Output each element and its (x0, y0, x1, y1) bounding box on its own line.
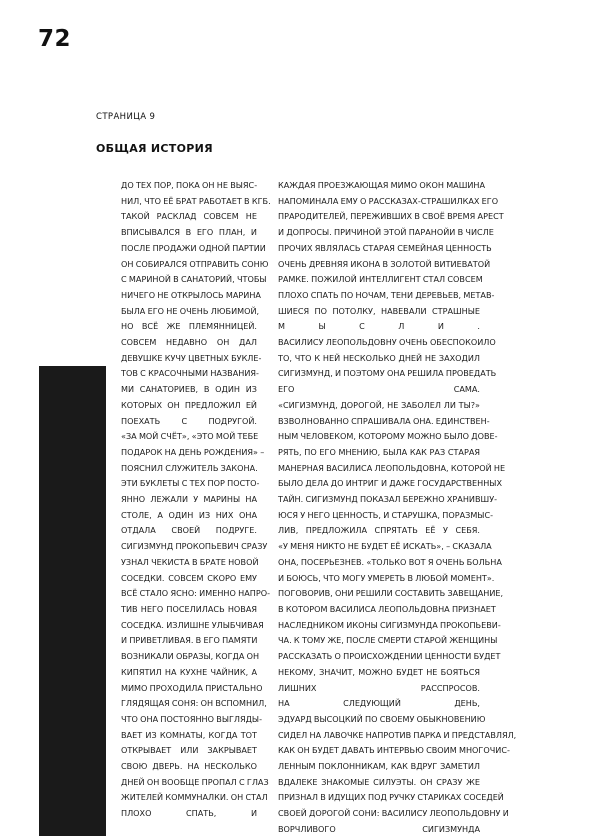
text-line: РЯТЬ, ПО ЕГО МНЕНИЮ, БЫЛА КАК РАЗ СТАРАЯ (278, 446, 480, 457)
text-line: ДНЕЙ ОН ВООБЩЕ ПРОПАЛ С ГЛАЗ (121, 776, 269, 787)
text-line: ВАСИЛИСУ ЛЕОПОЛЬДОВНУ ОЧЕНЬ ОБЕСПОКОИЛО (278, 337, 496, 348)
section-title: ОБЩАЯ ИСТОРИЯ (96, 142, 213, 155)
text-line: ПОГОВОРИВ, ОНИ РЕШИЛИ СОСТАВИТЬ ЗАВЕЩАНИЕ, (278, 588, 504, 599)
text-line: М Ы С Л И . (278, 321, 480, 332)
text-line: ГЛЯДЯЩАЯ СОНЯ: ОН ВСПОМНИЛ, (121, 698, 267, 709)
text-line: СОВСЕМ НЕДАВНО ОН ДАЛ (121, 337, 257, 348)
text-line: НИЧЕГО НЕ ОТКРЫЛОСЬ МАРИНА (121, 289, 261, 300)
text-line: ЛИВ, ПРЕДЛОЖИЛА СПРЯТАТЬ ЕЁ У СЕБЯ. (278, 525, 480, 536)
text-line: БЫЛА ЕГО НЕ ОЧЕНЬ ЛЮБИМОЙ, (121, 305, 260, 316)
text-line: РАМКЕ. ПОЖИЛОЙ ИНТЕЛЛИГЕНТ СТАЛ СОВСЕМ (278, 274, 483, 285)
text-line: «СИГИЗМУНД, ДОРОГОЙ, НЕ ЗАБОЛЕЛ ЛИ ТЫ?» (278, 399, 480, 410)
text-line: И БОЮСЬ, ЧТО МОГУ УМЕРЕТЬ В ЛЮБОЙ МОМЕНТ». (278, 572, 495, 583)
text-line: ТАКОЙ РАСКЛАД СОВСЕМ НЕ (121, 211, 257, 222)
text-line: «ЗА МОЙ СЧЁТ», «ЭТО МОЙ ТЕБЕ (121, 431, 259, 442)
text-line: НА СЛЕДУЮЩИЙ ДЕНЬ, (278, 698, 480, 709)
text-line: СИГИЗМУНД ПРОКОПЬЕВИЧ СРАЗУ (121, 541, 268, 552)
text-line: ПОЕХАТЬ С ПОДРУГОЙ. (121, 415, 257, 426)
text-line: НАПОМИНАЛА ЕМУ О РАССКАЗАХ-СТРАШИЛКАХ ЕГО (278, 195, 499, 206)
text-line: НИЛ, ЧТО ЕЁ БРАТ РАБОТАЕТ В КГБ. (121, 195, 271, 206)
text-line: ВЗВОЛНОВАННО СПРАШИВАЛА ОНА. ЕДИНСТВЕН- (278, 415, 490, 426)
text-line: ДЕВУШКЕ КУЧУ ЦВЕТНЫХ БУКЛЕ- (121, 352, 262, 363)
text-line: СИГИЗМУНД, И ПОЭТОМУ ОНА РЕШИЛА ПРОВЕДАТЬ (278, 368, 497, 379)
text-line: ПЛОХО СПАТЬ ПО НОЧАМ, ТЕНИ ДЕРЕВЬЕВ, МЕТАВ- (278, 289, 495, 300)
text-line: ЮСЯ У НЕГО ЦЕННОСТЬ, И СТАРУШКА, ПОРАЗМЫС- (278, 509, 494, 520)
text-line: ЛЕННЫМ ПОКЛОННИКАМ, КАК ВДРУГ ЗАМЕТИЛ (278, 761, 480, 772)
text-line: ВСЁ СТАЛО ЯСНО: ИМЕННО НАПРО- (121, 588, 271, 599)
text-line: ТОВ С КРАСОЧНЫМИ НАЗВАНИЯ- (121, 368, 259, 379)
text-line: СИДЕЛ НА ЛАВОЧКЕ НАПРОТИВ ПАРКА И ПРЕДСТАВЛЯЛ, (278, 729, 517, 740)
text-column-left (121, 178, 271, 822)
text-column-right (278, 178, 517, 838)
text-line: ТАЙН. СИГИЗМУНД ПОКАЗАЛ БЕРЕЖНО ХРАНИВШУ- (278, 494, 498, 505)
text-line: СОСЕДКА. ИЗЛИШНЕ УЛЫБЧИВАЯ (121, 619, 264, 630)
text-line: И ПРИВЕТЛИВАЯ. В ЕГО ПАМЯТИ (121, 635, 258, 646)
text-line: ВОЗНИКАЛИ ОБРАЗЫ, КОГДА ОН (121, 651, 260, 662)
text-line: ПРИЗНАЛ В ИДУЩИХ ПОД РУЧКУ СТАРИКАХ СОСЕДЕЙ (278, 792, 504, 803)
text-line: ЭДУАРД ВЫСОЦКИЙ ПО СВОЕМУ ОБЫКНОВЕНИЮ (278, 713, 486, 724)
text-line: ЖИТЕЛЕЙ КОММУНАЛКИ. ОН СТАЛ (121, 792, 268, 803)
text-line: РАССКАЗАТЬ О ПРОИСХОЖДЕНИИ ЦЕННОСТИ БУДЕТ (278, 651, 501, 662)
text-line: ВПИСЫВАЛСЯ В ЕГО ПЛАН, И (121, 227, 257, 238)
text-line: МИМО ПРОХОДИЛА ПРИСТАЛЬНО (121, 682, 263, 693)
text-line: СВОЕЙ ДОРОГОЙ СОНИ: ВАСИЛИСУ ЛЕОПОЛЬДОВНУ И (278, 808, 509, 819)
text-line: МАНЕРНАЯ ВАСИЛИСА ЛЕОПОЛЬДОВНА, КОТОРОЙ НЕ (278, 462, 506, 473)
text-line: КАК ОН БУДЕТ ДАВАТЬ ИНТЕРВЬЮ СВОИМ МНОГОЧИС- (278, 745, 510, 756)
text-line: ПОЯСНИЛ СЛУЖИТЕЛЬ ЗАКОНА. (121, 462, 258, 473)
text-line: ПОСЛЕ ПРОДАЖИ ОДНОЙ ПАРТИИ (121, 242, 266, 253)
text-line: НО ВСЁ ЖЕ ПЛЕМЯННИЦЕЙ. (121, 321, 257, 332)
text-line: МИ САНАТОРИЕВ, В ОДИН ИЗ (121, 384, 257, 395)
text-line: КАЖДАЯ ПРОЕЗЖАЮЩАЯ МИМО ОКОН МАШИНА (278, 180, 486, 190)
text-line: «У МЕНЯ НИКТО НЕ БУДЕТ ЕЁ ИСКАТЬ», – СКАЗАЛА (278, 541, 492, 552)
text-line: ШИЕСЯ ПО ПОТОЛКУ, НАВЕВАЛИ СТРАШНЫЕ (278, 305, 480, 316)
text-line: КИПЯТИЛ НА КУХНЕ ЧАЙНИК, А (121, 666, 257, 677)
text-line: КОТОРЫХ ОН ПРЕДЛОЖИЛ ЕЙ (121, 399, 257, 410)
text-line: ТО, ЧТО К НЕЙ НЕСКОЛЬКО ДНЕЙ НЕ ЗАХОДИЛ (278, 352, 480, 363)
text-line: БЫЛО ДЕЛА ДО ИНТРИГ И ДАЖЕ ГОСУДАРСТВЕННЫХ (278, 478, 502, 489)
text-line: ВОРЧЛИВОГО СИГИЗМУНДА (278, 823, 480, 834)
text-line: ОЧЕНЬ ДРЕВНЯЯ ИКОНА В ЗОЛОТОЙ ВИТИЕВАТОЙ (278, 258, 491, 269)
text-line: ОН СОБИРАЛСЯ ОТПРАВИТЬ СОНЮ (121, 258, 269, 269)
page-number: 72 (38, 26, 72, 52)
text-line: В КОТОРОМ ВАСИЛИСА ЛЕОПОЛЬДОВНА ПРИЗНАЕТ (278, 603, 496, 614)
text-line: УЗНАЛ ЧЕКИСТА В БРАТЕ НОВОЙ (121, 556, 259, 567)
text-line: СОСЕДКИ. СОВСЕМ СКОРО ЕМУ (121, 572, 257, 583)
text-line: НЕКОМУ, ЗНАЧИТ, МОЖНО БУДЕТ НЕ БОЯТЬСЯ (278, 666, 480, 677)
section-label: СТРАНИЦА 9 (96, 112, 156, 122)
text-line: ВАЕТ ИЗ КОМНАТЫ, КОГДА ТОТ (121, 729, 257, 740)
text-line: И ДОПРОСЫ. ПРИЧИНОЙ ЭТОЙ ПАРАНОЙИ В ЧИСЛЕ (278, 227, 494, 238)
text-line: ОНА, ПОСЕРЬЕЗНЕВ. «ТОЛЬКО ВОТ Я ОЧЕНЬ БОЛЬНА (278, 556, 502, 567)
text-line: НЫМ ЧЕЛОВЕКОМ, КОТОРОМУ МОЖНО БЫЛО ДОВЕ- (278, 431, 498, 442)
text-line: С МАРИНОЙ В САНАТОРИЙ, ЧТОБЫ (121, 274, 267, 285)
decorative-black-bar (39, 366, 106, 836)
text-line: ОТКРЫВАЕТ ИЛИ ЗАКРЫВАЕТ (121, 745, 257, 756)
text-line: СТОЛЕ, А ОДИН ИЗ НИХ ОНА (121, 509, 257, 520)
text-line: ВДАЛЕКЕ ЗНАКОМЫЕ СИЛУЭТЫ. ОН СРАЗУ ЖЕ (278, 776, 480, 787)
text-line: ТИВ НЕГО ПОСЕЛИЛАСЬ НОВАЯ (121, 603, 257, 614)
text-line: СВОЮ ДВЕРЬ. НА НЕСКОЛЬКО (121, 761, 257, 772)
text-line: ПЛОХО СПАТЬ, И (121, 808, 257, 819)
text-line: НАСЛЕДНИКОМ ИКОНЫ СИГИЗМУНДА ПРОКОПЬЕВИ- (278, 619, 501, 630)
text-line: ЭТИ БУКЛЕТЫ С ТЕХ ПОР ПОСТО- (121, 478, 260, 489)
text-line: ДО ТЕХ ПОР, ПОКА ОН НЕ ВЫЯС- (121, 180, 258, 190)
text-line: ЯННО ЛЕЖАЛИ У МАРИНЫ НА (121, 494, 257, 505)
text-line: ЧТО ОНА ПОСТОЯННО ВЫГЛЯДЫ- (121, 713, 262, 724)
text-line: ЛИШНИХ РАССПРОСОВ. (278, 682, 480, 693)
text-line: ЧА. К ТОМУ ЖЕ, ПОСЛЕ СМЕРТИ СТАРОЙ ЖЕНЩИНЫ (278, 635, 498, 646)
text-line: ПОДАРОК НА ДЕНЬ РОЖДЕНИЯ» – (121, 446, 265, 457)
text-line: ПРАРОДИТЕЛЕЙ, ПЕРЕЖИВШИХ В СВОЁ ВРЕМЯ АРЕСТ (278, 211, 504, 222)
text-line: ПРОЧИХ ЯВЛЯЛАСЬ СТАРАЯ СЕМЕЙНАЯ ЦЕННОСТЬ (278, 242, 492, 253)
text-line: ОТДАЛА СВОЕЙ ПОДРУГЕ. (121, 525, 257, 536)
text-line: ЕГО САМА. (278, 384, 480, 395)
